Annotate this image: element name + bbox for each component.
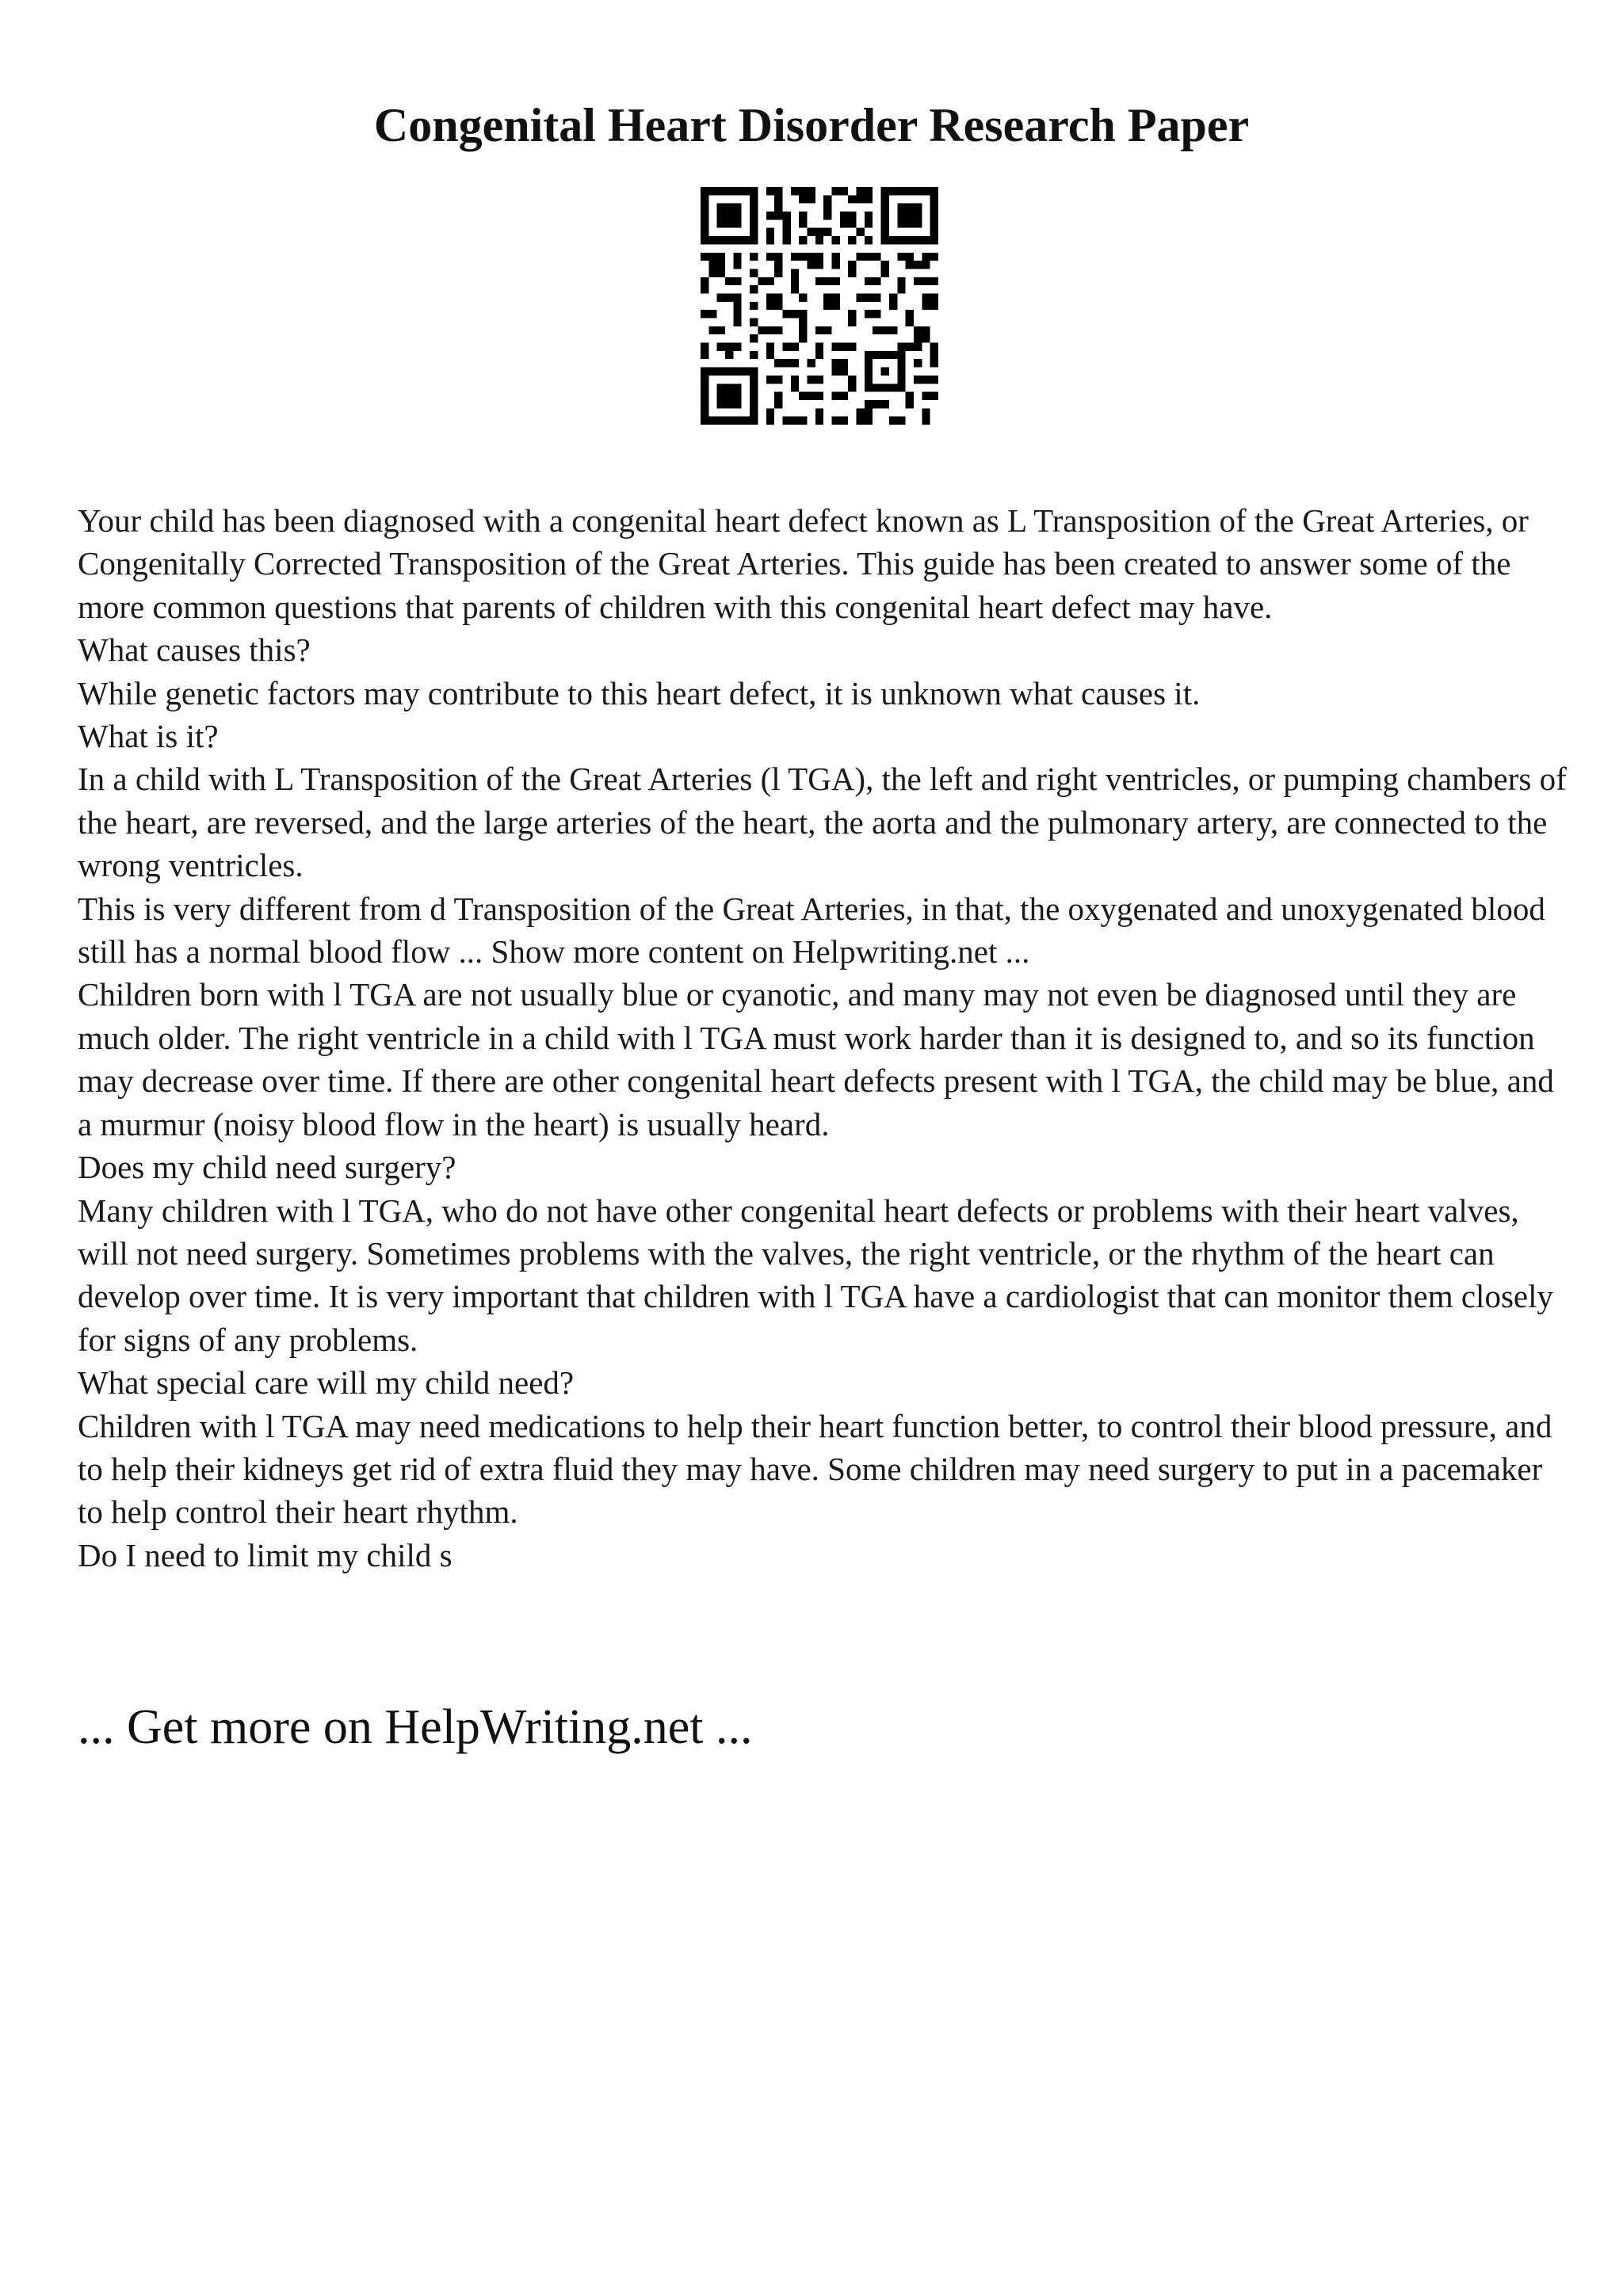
intro-paragraph: Your child has been diagnosed with a congenital heart defect known as L Transposition of the Great Arteries, or Congenitally Corrected Transposition of the Great Arteries. This guide has been created to answer some of the more common questions that parents of children with this congenital heart defect may have. — [78, 502, 1529, 625]
answer-paragraph: While genetic factors may contribute to this heart defect, it is unknown what causes it. — [78, 674, 1201, 711]
answer-paragraph: In a child with L Transposition of the Great Arteries (l TGA), the left and right ventricles, or pumping chambers of the heart, are reversed, and the large arteries of the heart, the aorta and the pulmonary artery, are connected to the wrong ventricles. — [78, 761, 1567, 884]
answer-paragraph: This is very different from d Transposition of the Great Arteries, in that, the oxygenated and unoxygenated blood still has a normal blood flow ... Show more content on Helpwriting.net ... — [78, 890, 1545, 971]
question-heading: What special care will my child need? — [78, 1364, 575, 1402]
qr-code-icon — [701, 187, 938, 425]
article-body — [78, 499, 1575, 1577]
question-heading: What is it? — [78, 718, 219, 755]
answer-paragraph: Many children with l TGA, who do not have other congenital heart defects or problems with their heart valves, will not need surgery. Sometimes problems with the valves, the right ventricle, or the rhythm of the heart can develop over time. It is very important that children with l TGA have a cardiologist that can monitor them closely for signs of any problems. — [78, 1192, 1553, 1358]
question-heading: Does my child need surgery? — [78, 1149, 456, 1186]
truncated-paragraph: Do I need to limit my child s — [78, 1536, 453, 1573]
get-more-link[interactable]: ... Get more on HelpWriting.net ... — [78, 1700, 753, 1754]
question-heading: What causes this? — [78, 631, 311, 669]
answer-paragraph: Children born with l TGA are not usually blue or cyanotic, and many may not even be diagnosed until they are much older. The right ventricle in a child with l TGA must work harder than it is designed to, and so its function may decrease over time. If there are other congenital heart defects present with l TGA, the child may be blue, and a murmur (noisy blood flow in the heart) is usually heard. — [78, 976, 1554, 1142]
page-title: Congenital Heart Disorder Research Paper — [373, 99, 1250, 151]
answer-paragraph: Children with l TGA may need medications to help their heart function better, to control their blood pressure, and to help their kidneys get rid of extra fluid they may have. Some children may need surgery to put in a pacemaker to help control their heart rhythm. — [78, 1407, 1552, 1531]
